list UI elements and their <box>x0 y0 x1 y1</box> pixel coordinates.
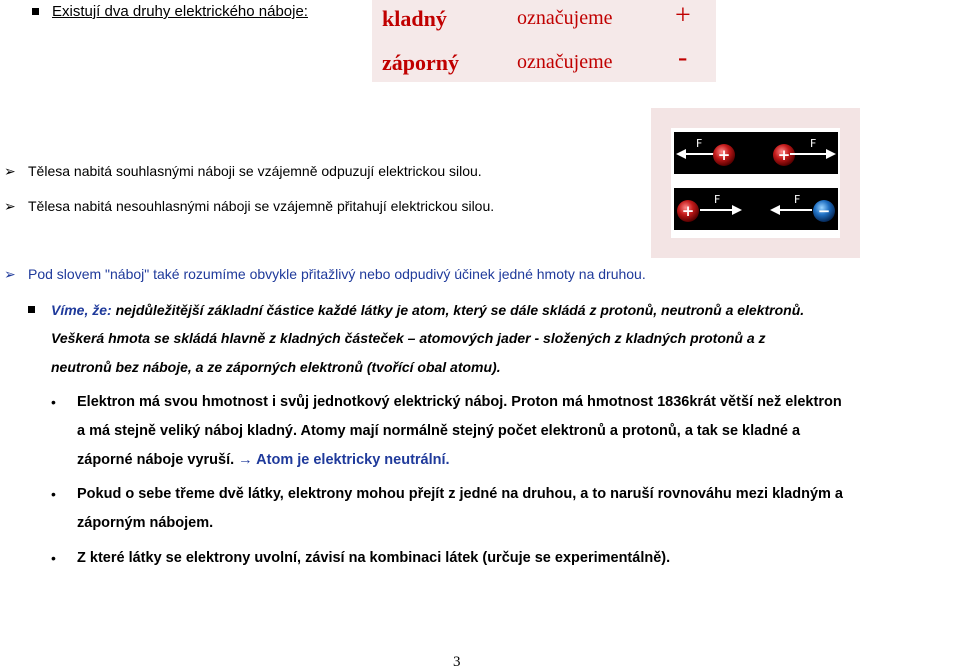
arrow-bullet-icon: ➢ <box>4 163 16 179</box>
positive-charge-name: kladný <box>382 6 447 31</box>
experimental-line: Z které látky se elektrony uvolní, závisí na kombinaci látek (určuje se experimentálně). <box>77 550 671 566</box>
positive-charge-mark-label: označujeme <box>517 7 613 29</box>
electron-line: a má stejně veliký náboj kladný. Atomy mají normálně stejný počet elektronů a protonů, a tak se kladné a <box>77 423 801 439</box>
electron-line-text: záporné náboje vyruší. <box>77 452 235 468</box>
neutral-atom-conclusion: → Atom je elektricky neutrální. <box>238 452 450 468</box>
friction-line: záporným nábojem. <box>77 515 214 531</box>
charge-sign: + <box>681 202 695 220</box>
electron-line: Elektron má svou hmotnost i svůj jednotkový elektrický náboj. Proton má hmotnost 1836krát větší než elektron <box>77 394 842 410</box>
force-label: F <box>794 193 801 206</box>
friction-line: Pokud o sebe třeme dvě látky, elektrony mohou přejít z jedné na druhou, a to naruší rovnováhu mezi kladným a <box>77 486 843 502</box>
bullet-dot: • <box>51 394 56 410</box>
charge-sign: + <box>777 146 791 164</box>
matter-line: Veškerá hmota se skládá hlavně z kladných částeček – atomových jader - složených z kladných protonů a z <box>51 330 766 346</box>
charge-sign: − <box>817 202 831 220</box>
arrow-bullet-icon: ➢ <box>4 198 16 214</box>
charges-force-figure <box>651 108 860 258</box>
bullet-dot: • <box>51 550 56 566</box>
we-know-prefix: Víme, že: <box>51 302 112 318</box>
charge-sign: + <box>717 146 731 164</box>
section-heading: Existují dva druhy elektrického náboje: <box>52 3 308 20</box>
negative-charge-sign: - <box>678 42 688 73</box>
charge-types-table <box>372 0 716 82</box>
heading-bullet <box>32 8 39 15</box>
force-label: F <box>714 193 721 206</box>
force-label: F <box>696 137 703 150</box>
force-label: F <box>810 137 817 150</box>
electron-line-final <box>77 452 450 468</box>
negative-charge-mark-label: označujeme <box>517 51 613 73</box>
page-number: 3 <box>453 654 461 670</box>
arrow-bullet-icon: ➢ <box>4 266 16 282</box>
charge-definition: Pod slovem "náboj" také rozumíme obvykle přitažlivý nebo odpudivý účinek jedné hmoty na druhou. <box>28 266 646 282</box>
negative-charge-name: záporný <box>382 50 459 75</box>
repulsion-statement: Tělesa nabitá souhlasnými náboji se vzájemně odpuzují elektrickou silou. <box>28 163 482 179</box>
attraction-row <box>674 188 838 230</box>
bullet-dot: • <box>51 486 56 502</box>
attraction-statement: Tělesa nabitá nesouhlasnými náboji se vzájemně přitahují elektrickou silou. <box>28 198 495 214</box>
we-know-bullet <box>28 306 35 313</box>
repulsion-row <box>674 132 838 174</box>
we-know-paragraph <box>51 302 804 318</box>
matter-line: neutronů bez náboje, a ze záporných elektronů (tvořící obal atomu). <box>51 359 501 375</box>
we-know-text: nejdůležitější základní částice každé látky je atom, který se dále skládá z protonů, neutronů a elektronů. <box>111 302 805 318</box>
positive-charge-sign: + <box>675 0 691 31</box>
